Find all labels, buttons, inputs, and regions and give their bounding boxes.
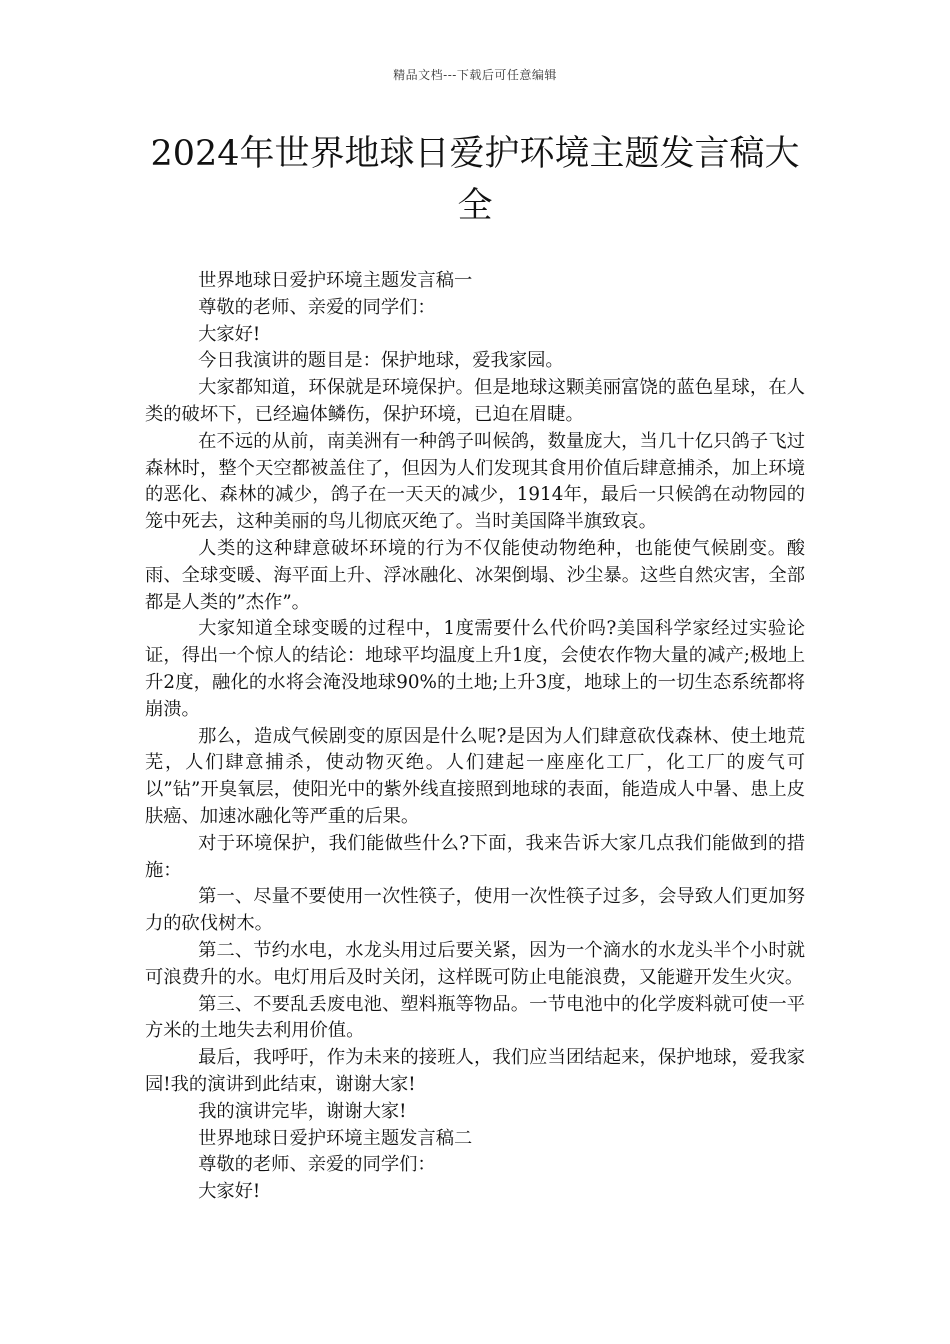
salutation: 尊敬的老师、亲爱的同学们：: [198, 1154, 436, 1176]
paragraph: 第一、尽量不要使用一次性筷子，使用一次性筷子过多，会导致人们更加努力的砍伐树木。: [145, 886, 805, 935]
paragraph: 大家知道全球变暖的过程中，1度需要什么代价吗?美国科学家经过实验论证，得出一个惊人的结论：地球平均温度上升1度，会使农作物大量的减产;极地上升2度，融化的水将会淹没地球90%的土地;上升3度，地球上的一切生态系统都将崩溃。: [145, 618, 805, 720]
document-body: [145, 268, 805, 1206]
greeting: 大家好!: [198, 1181, 261, 1203]
section-heading: 世界地球日爱护环境主题发言稿一: [198, 270, 473, 291]
paragraph: 最后，我呼吁，作为未来的接班人，我们应当团结起来，保护地球，爱我家园!我的演讲到此结束，谢谢大家!: [145, 1047, 805, 1095]
paragraph: 对于环境保护，我们能做些什么?下面，我来告诉大家几点我们能做到的措施：: [145, 832, 805, 881]
header-note: 精品文档---下载后可任意编辑: [393, 68, 557, 82]
paragraph: 第三、不要乱丢废电池、塑料瓶等物品。一节电池中的化学废料就可使一平方米的土地失去利用价值。: [145, 993, 805, 1042]
paragraph: 大家都知道，环保就是环境保护。但是地球这颗美丽富饶的蓝色星球，在人类的破坏下，已经遍体鳞伤，保护环境，已迫在眉睫。: [145, 377, 805, 425]
paragraph: 在不远的从前，南美洲有一种鸽子叫候鸽，数量庞大，当几十亿只鸽子飞过森林时，整个天空都被盖住了，但因为人们发现其食用价值后肆意捕杀，加上环境的恶化、森林的减少，鸽子在一天天的减少，1914年，最后一只候鸽在动物园的笼中死去，这种美丽的鸟儿彻底灭绝了。当时美国降半旗致哀。: [145, 430, 805, 533]
salutation: 尊敬的老师、亲爱的同学们：: [198, 296, 436, 318]
paragraph: 今日我演讲的题目是：保护地球，爱我家园。: [198, 350, 564, 372]
paragraph: 那么，造成气候剧变的原因是什么呢?是因为人们肆意砍伐森林、使土地荒芜，人们肆意捕杀，使动物灭绝。人们建起一座座化工厂，化工厂的废气可以”钻”开臭氧层，使阳光中的紫外线直接照到地球的表面，能造成人中暑、患上皮肤癌、加速冰融化等严重的后果。: [145, 725, 805, 827]
greeting: 大家好!: [198, 323, 261, 345]
document-title: 2024年世界地球日爱护环境主题发言稿大全: [150, 134, 800, 226]
paragraph: 人类的这种肆意破坏环境的行为不仅能使动物绝种，也能使气候剧变。酸雨、全球变暖、海平面上升、浮冰融化、冰架倒塌、沙尘暴。这些自然灾害，全部都是人类的”杰作”。: [145, 537, 805, 613]
paragraph: 第二、节约水电，水龙头用过后要关紧，因为一个滴水的水龙头半个小时就可浪费升的水。电灯用后及时关闭，这样既可防止电能浪费，又能避开发生火灾。: [145, 939, 805, 988]
closing-line: 我的演讲完毕，谢谢大家!: [198, 1100, 407, 1122]
section-heading: 世界地球日爱护环境主题发言稿二: [198, 1127, 473, 1149]
